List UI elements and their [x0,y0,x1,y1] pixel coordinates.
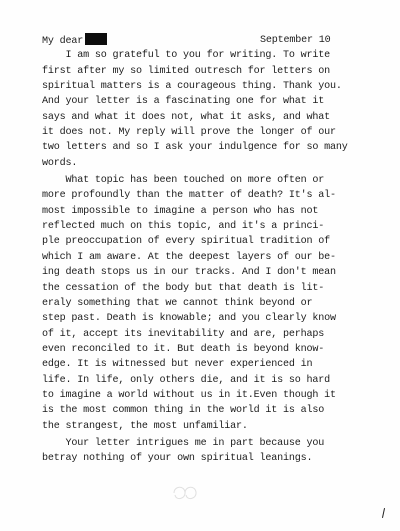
text-line: spiritual matters is a courageous thing. Thank you. [42,81,342,93]
text-line: reflected much on this topic, and it's a princi- [42,221,325,233]
text-line: to imagine a world without us in it.Even though it [42,389,336,401]
text-line: ing death stops us in our tracks. And I don't mean [42,267,336,279]
text-line: step past. Death is knowable; and you clearly know [42,313,336,325]
text-line: of it, accept its inevitability and are, perhaps [42,328,325,340]
text-line: is the most common thing in the world it is also [42,405,325,417]
letter-header [42,33,392,48]
text-line: edge. It is witnessed but never experienced in [42,359,313,371]
paragraph-2 [42,173,392,434]
text-line: the strangest, the most unfamiliar. [42,420,248,432]
margin-tick-mark [382,508,385,518]
paragraph-3 [42,436,392,467]
faint-ink-mark-icon [168,482,202,504]
text-line: it does not. My reply will prove the longer of our [42,127,336,139]
text-line: And your letter is a fascinating one for what it [42,96,325,108]
letter-date: September 10 [260,35,331,46]
text-line: I am so grateful to you for writing. To write [42,50,330,62]
text-line: even reconciled to it. But death is beyond know- [42,343,325,355]
letter-body [42,33,392,467]
text-line: ple preoccupation of every spiritual tradition of [42,236,330,248]
paragraph-1 [42,48,392,171]
text-line: first after my so limited outresch for letters on [42,65,330,77]
text-line: which I am aware. At the deepest layers of our be- [42,251,336,263]
text-line: two letters and so I ask your indulgence for so many [42,142,348,154]
text-line: words. [42,157,78,169]
salutation: My dear [42,36,84,47]
text-line: betray nothing of your own spiritual leanings. [42,453,313,465]
text-line: most impossible to imagine a person who has not [42,205,319,217]
text-line: eraly something that we cannot think beyond or [42,297,313,309]
text-line: Your letter intrigues me in part because you [42,437,325,449]
text-line: more profoundly than the matter of death? It's al- [42,190,336,202]
text-line: says and what it does not, what it asks, and what [42,111,330,123]
text-line: life. In life, only others die, and it is so hard [42,374,330,386]
text-line: the cessation of the body but that death is lit- [42,282,325,294]
text-line: What topic has been touched on more often or [42,175,325,187]
redacted-name [85,33,107,45]
